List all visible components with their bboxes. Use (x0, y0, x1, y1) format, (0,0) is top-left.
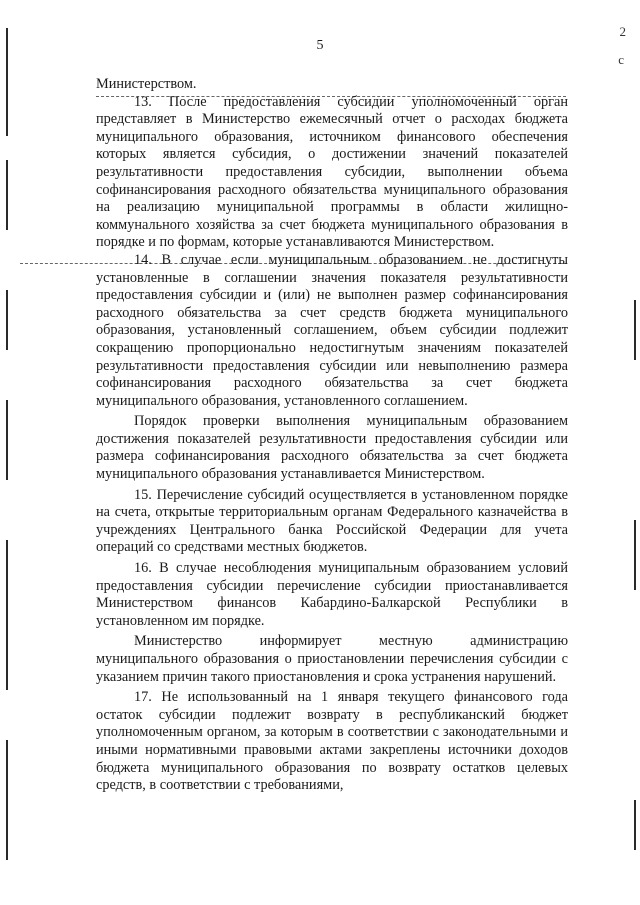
paragraph-15: 15. Перечисление субсидий осуществляется в установленном порядке на счета, открытые территориальным органам Федерального казначейства в учреждениях Центрального банка Российской Федерации для учета операций со средствами местных бюджетов. (96, 486, 568, 556)
scan-edge-mark (6, 540, 8, 690)
paragraph-13: 13. После предоставления субсидии уполномоченный орган представляет в Министерство ежемесячный отчет о расходах бюджета муниципального образования, источником финансового обеспечения которых является субсидия, о достижении значений показателей результативности предоставления субсидии, выполнении объема софинансирования расходного обязательства муниципального образования на реализацию муниципальной программы в области жилищно-коммунального хозяйства за счет бюджета муниципального образования в порядке и по формам, которые устанавливаются Министерством. (96, 93, 568, 251)
scan-edge-mark (6, 28, 8, 136)
scan-edge-mark (634, 800, 636, 850)
paragraph-16: 16. В случае несоблюдения муниципальным образованием условий предоставления субсидии перечисление субсидии приостанавливается Министерством финансов Кабардино-Балкарской Республики в установленном им порядке. (96, 560, 568, 629)
scan-edge-mark (6, 740, 8, 860)
scan-edge-mark (634, 300, 636, 360)
paragraph-14: 14. В случае если муниципальным образованием не достигнуты установленные в соглашении значения показателя результативности предоставления субсидии и (или) не выполнен размер софинансирования расходного обязательства за счет средств бюджета муниципального образования, установленный соглашением, объем субсидии подлежит сокращению пропорционально недостигнутым значениям показателей результативности предоставления субсидии или невыполнению размера софинансирования расходного обязательства за счет бюджета муниципального образования, установленного соглашением. (96, 251, 568, 409)
scan-edge-mark (634, 520, 636, 590)
document-body (96, 76, 568, 795)
scan-edge-mark (6, 290, 8, 350)
paragraph-ministry-informs: Министерство информирует местную администрацию муниципального образования о приостановлении перечисления субсидии с указанием причин такого приостановления и срока устранения нарушений. (96, 633, 568, 685)
page-number: 5 (316, 38, 324, 53)
scan-edge-mark (6, 400, 8, 480)
scan-edge-mark (6, 160, 8, 230)
paragraph-17: 17. Не использованный на 1 января текущего финансового года остаток субсидии подлежит возврату в республиканский бюджет уполномоченным органом, за которым в соответствии с законодательными и иными нормативными правовыми актами закреплены источники доходов бюджета муниципального образования по возврату остатков целевых средств, в соответствии с требованиями, (96, 689, 568, 794)
paragraph-continuation: Министерством. (96, 76, 197, 92)
corner-mark-top: 2 (619, 24, 626, 39)
paragraph-verification-procedure: Порядок проверки выполнения муниципальным образованием достижения показателей результативности предоставления субсидии или размера софинансирования расходного обязательства за счет бюджета муниципального образования устанавливается Министерством. (96, 413, 568, 483)
corner-mark-mid: c (618, 52, 624, 67)
